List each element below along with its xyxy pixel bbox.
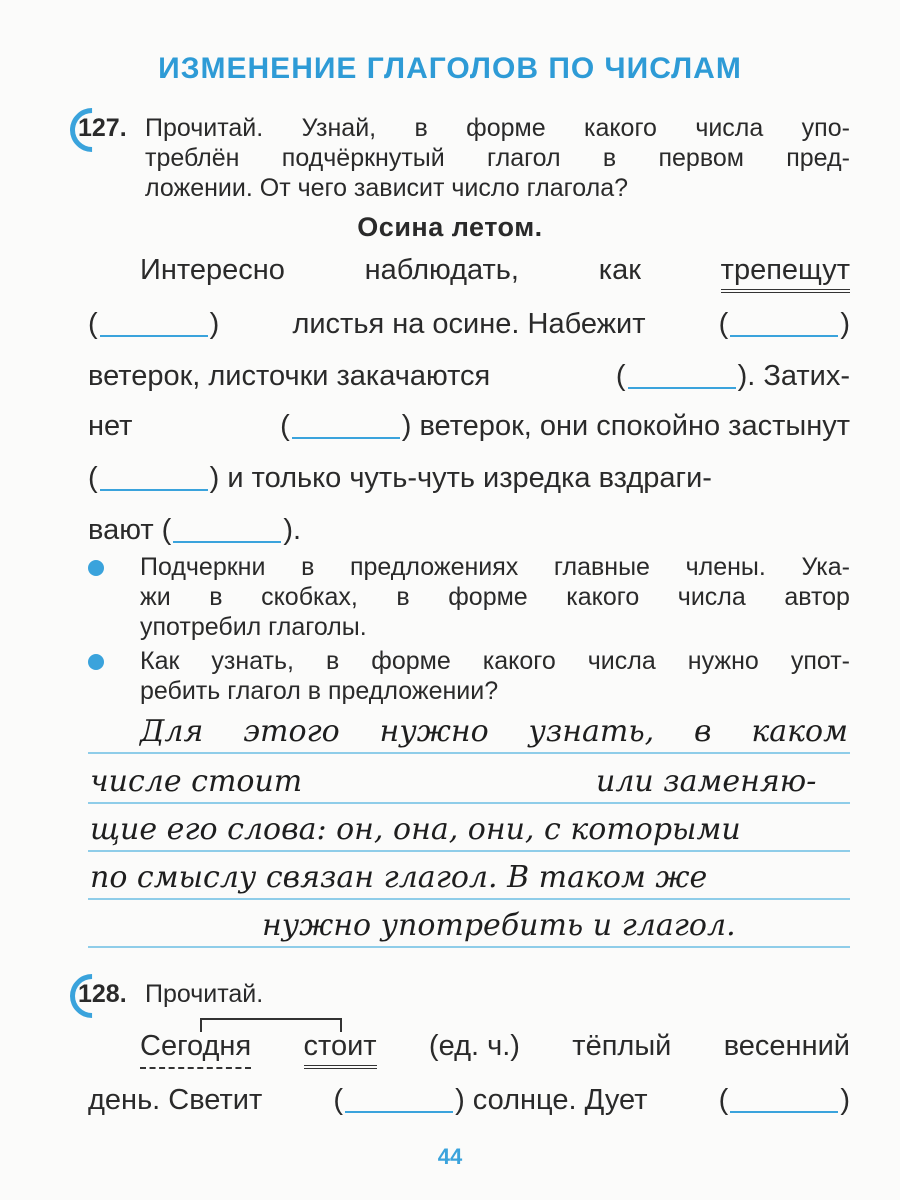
word: числа (695, 114, 764, 142)
task-2-line-1 (140, 647, 850, 676)
text-title: Осина летом. (357, 212, 543, 242)
answer-blank[interactable] (292, 437, 400, 439)
answer-blank[interactable] (628, 387, 736, 389)
exercise-128-instruction: Прочитай. (145, 980, 264, 1008)
answer-blank[interactable] (345, 1111, 453, 1113)
text-fragment: листья на осине. Набежит (292, 308, 646, 340)
text-fragment: вают (88, 514, 154, 546)
word: (ед. ч.) (428, 1030, 520, 1062)
text-fragment: ). (283, 514, 302, 546)
word: упот- (790, 647, 850, 675)
exercise-127-instruction-line-3: ложении. От чего зависит число глагола? (145, 174, 628, 202)
text-fragment: ) солнце. Дует (455, 1084, 648, 1116)
word: какого (583, 114, 657, 142)
word: как (598, 254, 641, 286)
task-1-line-2 (140, 583, 850, 612)
word: Ука- (801, 553, 850, 581)
word: скобках, (261, 583, 358, 611)
ex128-text-line-2 (88, 1084, 850, 1117)
text-fragment: ) ветерок, они спокойно застынут (401, 410, 850, 442)
text-fragment: нет (88, 410, 133, 442)
word: Прочитай. (145, 114, 264, 142)
word: весенний (723, 1030, 850, 1062)
bracket-open: ( ) (718, 1084, 850, 1116)
word: треблён (145, 144, 240, 172)
handwritten-answer-line-4: по смыслу связан глагол. В таком же (90, 860, 708, 895)
word: Как (140, 647, 180, 675)
task-1-line-1 (140, 553, 850, 582)
text-line-6: вают ( ). (88, 514, 302, 546)
word: форме (371, 647, 451, 675)
bracket-open: ( ) (718, 308, 850, 340)
bracket-group: ( ). Затих- (615, 360, 850, 392)
word: в (209, 583, 223, 611)
word: Сегодня (140, 1030, 251, 1069)
handwritten-answer-line-3: щие его слова: он, она, они, с которыми (90, 812, 741, 847)
writing-line (88, 802, 850, 804)
word: какого (566, 583, 640, 611)
word: числа (677, 583, 746, 611)
task-2-line-2: ребить глагол в предложении? (140, 677, 499, 705)
text-line-1 (140, 254, 850, 293)
word: в (325, 647, 340, 675)
exercise-128-number: 128. (78, 980, 127, 1008)
word: тёплый (572, 1030, 672, 1062)
word: форме (448, 583, 528, 611)
word: глагол (487, 144, 561, 172)
answer-blank[interactable] (100, 489, 208, 491)
word: Узнай, (301, 114, 377, 142)
text-fragment: ). Затих- (737, 360, 850, 392)
bracket-open: ( ) (88, 308, 220, 340)
writing-line (88, 850, 850, 852)
word: наблюдать, (364, 254, 519, 286)
text-line-5 (88, 462, 850, 495)
word: первом (658, 144, 744, 172)
bracket-group: ( ) солнце. Дует (333, 1084, 648, 1116)
answer-blank[interactable] (730, 1111, 838, 1113)
exercise-127-number: 127. (78, 114, 127, 142)
writing-line (88, 946, 850, 948)
answer-blank[interactable] (173, 541, 281, 543)
bracket-group: ( ) и только чуть-чуть изредка вздраги- (88, 462, 712, 494)
task-bullet-icon (88, 560, 104, 576)
word: главные (553, 553, 650, 581)
bracket-group: ( ) ветерок, они спокойно застынут (280, 410, 850, 442)
text-line-4 (88, 410, 850, 443)
exercise-127-instruction-line-2 (145, 144, 850, 173)
word: подчёркнутый (281, 144, 445, 172)
underlined-verb: трепещут (721, 254, 850, 293)
answer-blank[interactable] (730, 335, 838, 337)
word: автор (784, 583, 850, 611)
word: предложениях (349, 553, 519, 581)
word: числа (587, 647, 656, 675)
word: узнать, (211, 647, 294, 675)
word: в (396, 583, 410, 611)
word: в (414, 114, 428, 142)
word: упо- (801, 114, 850, 142)
word: какого (482, 647, 556, 675)
text-line-2 (88, 308, 850, 341)
ex128-text-line-1 (140, 1030, 850, 1069)
page-number: 44 (437, 1144, 463, 1169)
exercise-127-instruction-line-1 (145, 114, 850, 143)
word: пред- (786, 144, 850, 172)
task-1-line-3: употребил глаголы. (140, 613, 367, 641)
text-fragment: день. Светит (88, 1084, 263, 1116)
word: стоит (304, 1030, 377, 1069)
handwritten-answer-line-1: Для этого нужно узнать, в каком (140, 714, 848, 749)
handwritten-answer-line-2a: числе стоит (90, 764, 303, 799)
page-heading: ИЗМЕНЕНИЕ ГЛАГОЛОВ ПО ЧИСЛАМ (158, 52, 742, 85)
handwritten-answer-line-2b: или заменяю- (596, 764, 817, 799)
word: жи (140, 583, 171, 611)
handwritten-answer-line-5: нужно употребить и глагол. (262, 908, 736, 943)
word: в (602, 144, 617, 172)
text-line-3 (88, 360, 850, 393)
text-fragment: ветерок, листочки закачаются (88, 360, 491, 392)
word: члены. (685, 553, 766, 581)
writing-line (88, 752, 850, 754)
writing-line (88, 898, 850, 900)
answer-blank[interactable] (100, 335, 208, 337)
word: форме (466, 114, 546, 142)
word: Интересно (140, 254, 285, 286)
word: в (301, 553, 315, 581)
word: Подчеркни (140, 553, 266, 581)
task-bullet-icon (88, 654, 104, 670)
text-fragment: ) и только чуть-чуть изредка вздраги- (209, 462, 712, 494)
word: нужно (687, 647, 759, 675)
